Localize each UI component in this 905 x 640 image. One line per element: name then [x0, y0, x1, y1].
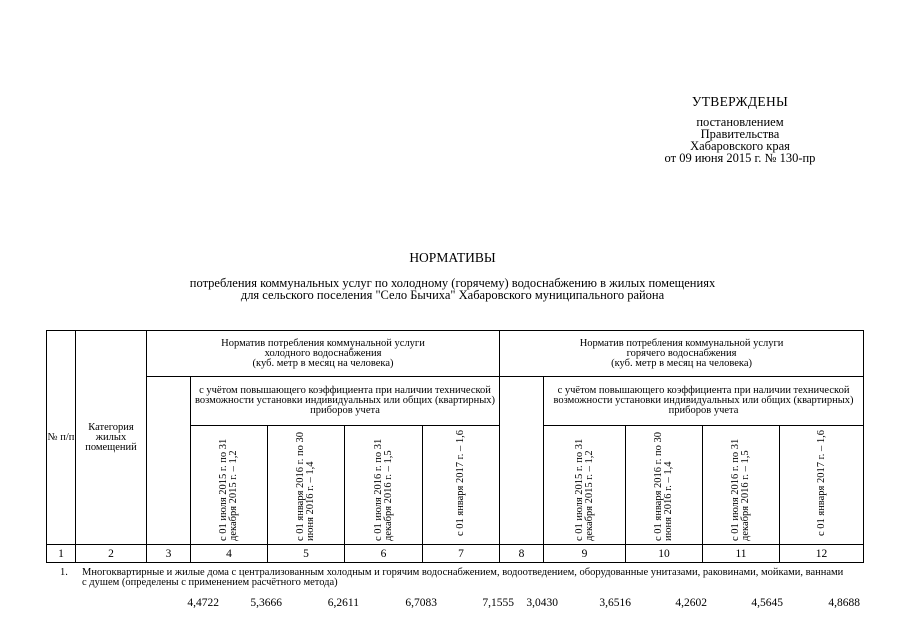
- cold-period-2-text: с 01 января 2016 г. по 30 июня 2016 г. – 1,4: [295, 431, 316, 541]
- header-num: № п/п: [47, 331, 76, 545]
- row-value: 5,3666: [250, 597, 282, 609]
- col-number: 7: [423, 545, 500, 563]
- cold-group-line-2: холодного водоснабжения: [264, 347, 382, 359]
- title-main: НОРМАТИВЫ: [409, 250, 496, 265]
- row-values: [46, 597, 863, 611]
- col-number: 6: [345, 545, 423, 563]
- row-value: 3,0430: [526, 597, 558, 609]
- norms-table: [46, 330, 864, 563]
- col-number: 10: [626, 545, 703, 563]
- row-value: 7,1555: [482, 597, 514, 609]
- cold-group-line-1: Норматив потребления коммунальной услуги: [221, 337, 425, 349]
- approval-line-3: Хабаровского края: [690, 139, 790, 153]
- col-number: 3: [147, 545, 191, 563]
- col-number: 12: [780, 545, 864, 563]
- document-title: [0, 250, 905, 301]
- hot-group-line-2: горячего водоснабжения: [626, 347, 737, 359]
- row-value: 4,8688: [828, 597, 860, 609]
- header-category: Категория жилых помещений: [76, 331, 147, 545]
- approval-line-4: от 09 июня 2015 г. № 130-пр: [664, 151, 816, 165]
- row-value: 3,6516: [599, 597, 631, 609]
- cold-period-4-text: с 01 января 2017 г. – 1,6: [455, 430, 467, 537]
- row-value: 4,5645: [751, 597, 783, 609]
- col-number: 11: [703, 545, 780, 563]
- approval-line-2: Правительства: [700, 127, 780, 141]
- row-number: 1.: [60, 567, 68, 578]
- hot-group-line-3: (куб. метр в месяц на человека): [611, 357, 753, 369]
- hot-period-4: [780, 426, 864, 545]
- row-value: 4,4722: [187, 597, 219, 609]
- row-value: 6,2611: [327, 597, 359, 609]
- hot-period-1-text: с 01 июля 2015 г. по 31 декабря 2015 г. – 1,2: [573, 438, 595, 541]
- col-number: 4: [191, 545, 268, 563]
- col-number: 9: [544, 545, 626, 563]
- col-number: 1: [47, 545, 76, 563]
- approval-heading: УТВЕРЖДЕНЫ: [691, 94, 789, 109]
- cold-period-4: [423, 426, 500, 545]
- hot-period-2: [626, 426, 703, 545]
- hot-period-3-text: с 01 июля 2016 г. по 31 декабря 2016 г. – 1,5: [730, 438, 752, 541]
- col-number: 2: [76, 545, 147, 563]
- row-value: 4,2602: [675, 597, 707, 609]
- cold-group-line-3: (куб. метр в месяц на человека): [252, 357, 394, 369]
- header-cold-base: [147, 377, 191, 545]
- hot-period-1: [544, 426, 626, 545]
- col-number: 5: [268, 545, 345, 563]
- cold-period-3-text: с 01 июля 2016 г. по 31 декабря 2016 г. – 1,5: [372, 438, 394, 541]
- approval-stamp: [600, 96, 880, 164]
- title-sub-1: потребления коммунальных услуг по холодному (горячему) водоснабжению в жилых помещениях: [189, 276, 716, 290]
- hot-period-4-text: с 01 января 2017 г. – 1,6: [815, 430, 827, 537]
- cold-period-1-text: с 01 июля 2015 г. по 31 декабря 2015 г. – 1,2: [218, 438, 239, 541]
- cold-period-3: [345, 426, 423, 545]
- hot-group-line-1: Норматив потребления коммунальной услуги: [579, 337, 784, 349]
- header-cold-group: [147, 331, 500, 377]
- header-hot-group: [500, 331, 864, 377]
- header-hot-base: [500, 377, 544, 545]
- row-category: Многоквартирные и жилые дома с централизованным холодным и горячим водоснабжением, водоотведением, оборудованные унитазами, раковинами, мойками, ваннами с душем (определены с применением расчётного метода): [82, 567, 844, 588]
- hot-period-3: [703, 426, 780, 545]
- hot-period-2-text: с 01 января 2016 г. по 30 июня 2016 г. – 1,4: [653, 431, 675, 541]
- title-sub-2: для сельского поселения "Село Бычиха" Хабаровского муниципального района: [240, 288, 665, 302]
- header-cold-coef: с учётом повышающего коэффициента при наличии технической возможности установки индивидуальных или общих (квартирных) приборов учета: [191, 377, 500, 426]
- row-value: 6,7083: [405, 597, 437, 609]
- approval-line-1: постановлением: [696, 115, 784, 129]
- cold-period-1: [191, 426, 268, 545]
- cold-period-2: [268, 426, 345, 545]
- col-number: 8: [500, 545, 544, 563]
- header-hot-coef: с учётом повышающего коэффициента при наличии технической возможности установки индивидуальных или общих (квартирных) приборов учета: [544, 377, 864, 426]
